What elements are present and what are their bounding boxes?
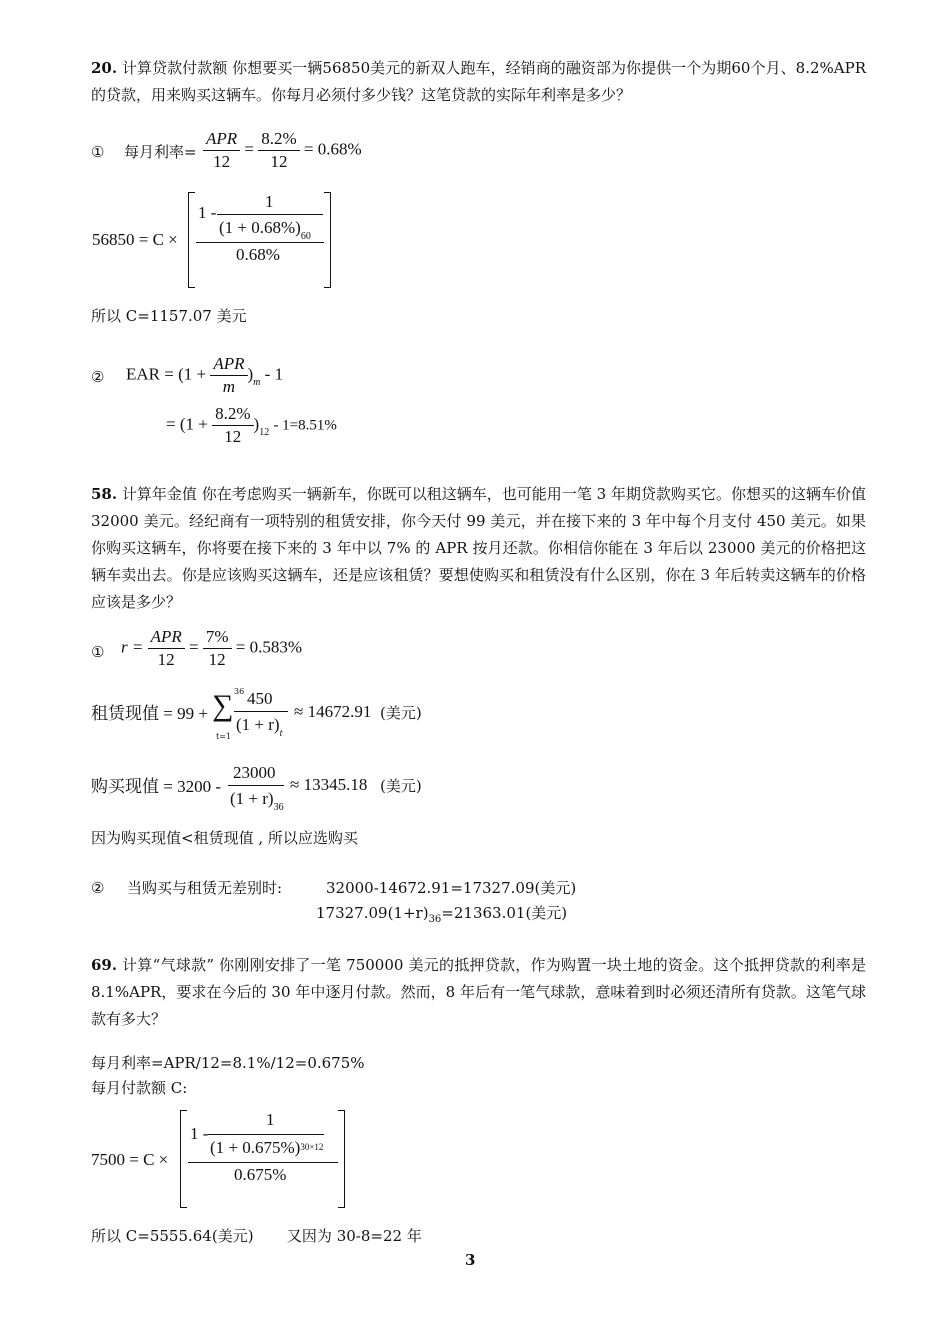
exponent-60: 60 xyxy=(300,231,311,242)
lease-result: ≈ 14672.91 xyxy=(294,702,372,721)
buy-unit: (美元) xyxy=(380,777,422,795)
lease-denominator xyxy=(236,715,283,739)
q58-number: 58. xyxy=(91,485,118,503)
s2-line2-a: 17327.09(1+r) xyxy=(316,904,429,922)
inner-numerator-one: 1 xyxy=(265,192,274,211)
sigma-top: 36 xyxy=(234,687,245,696)
monthly-rate-result: = 0.68% xyxy=(303,139,362,159)
outer-fraction-bar xyxy=(196,242,324,243)
q69-text: 计算“气球款” 你刚刚安排了一笔 750000 美元的抵押贷款，作为购置一块土地的资金。这个抵押贷款的利率是 8.1%APR，要求在今后的 30 年中逐月付款。然而，8 年后有一笔气球款，意味着到时必须还清所有贷款。这笔气球款有多大？ xyxy=(91,956,866,1028)
exponent-30x12: 30×12 xyxy=(300,1142,324,1152)
rate-numerator: 8.2% xyxy=(261,129,297,148)
q58-step2-line1: 32000-14672.91=17327.09(美元) xyxy=(326,879,577,897)
q20-step1-label: 每月利率= xyxy=(124,143,197,161)
q20-rate-formula: $\frac{\text{APR}}{12}$ = $\frac{8.2\%}{12}$ = 0.68% xyxy=(203,128,362,173)
lease-fraction-bar xyxy=(234,711,288,712)
s2-exponent-36: 36 xyxy=(428,914,442,925)
ear-result: - 1=8.51% xyxy=(273,417,337,434)
seven-over-12-fraction xyxy=(203,626,232,671)
q20-step1-marker: ① xyxy=(91,143,105,161)
inner-fraction-bar-69 xyxy=(208,1134,324,1135)
sigma-symbol: ∑ xyxy=(212,689,234,722)
rate-7-numerator: 7% xyxy=(205,627,229,646)
eq2-prefix: = (1 + xyxy=(166,414,208,434)
buy-denominator xyxy=(230,789,284,813)
page-number: 3 xyxy=(465,1251,476,1269)
twelve-denominator-58b: 12 xyxy=(203,648,232,671)
q69-annuity-lhs: 7500 = C × xyxy=(91,1150,169,1169)
lease-label: 租赁现值 = 99 + xyxy=(91,704,208,723)
buy-fraction-bar xyxy=(228,785,284,786)
one-minus: 1 - xyxy=(198,203,217,222)
lease-unit: (美元) xyxy=(380,704,422,722)
rate-numerator-2: 8.2% xyxy=(215,404,251,423)
exponent-36: 36 xyxy=(273,802,284,813)
left-bracket-69 xyxy=(180,1110,187,1208)
right-bracket xyxy=(324,192,331,288)
q58-paragraph xyxy=(91,481,866,616)
buy-label: 购买现值 = 3200 - xyxy=(91,777,221,796)
q20-step2-marker: ② xyxy=(91,368,105,386)
base-0675: (1 + 0.675%) xyxy=(210,1138,301,1157)
q69-paragraph xyxy=(91,952,866,1033)
q20-number: 20. xyxy=(91,59,118,77)
q58-rate-formula: r = $\frac{\text{APR}}{12}$ = $\frac{7\%}{12}$ = 0.583% xyxy=(121,627,303,669)
q58-text: 计算年金值 你在考虑购买一辆新车，你既可以租这辆车，也可能用一笔 3 年期贷款购买它。你想买的这辆车价值 32000 美元。经纪商有一项特别的租赁安排，你今天付 99 美元，并在接下来的 3 年中每个月支付 450 美元。如果你购买这辆车，你将要在接下来的 3 年中以 7% 的 APR 按月还款。你相信你能在 3 年后以 23000 美元的价格把这辆车卖出去。你是应该购买这辆车，还是应该租赁？要想使购买和租赁没有什么区别，你在 3 年后转卖这辆车的价格应该是多少？ xyxy=(91,485,866,611)
twelve-denominator-3: 12 xyxy=(212,425,253,448)
q69-rate-line: 每月利率=APR/12=8.1%/12=0.675% xyxy=(91,1054,365,1072)
rate-over-12-fraction xyxy=(258,128,299,173)
minus-one: - 1 xyxy=(264,364,284,384)
q58-conclusion: 因为购买现值<租赁现值 , 所以应选购买 xyxy=(91,829,358,847)
q20-paragraph xyxy=(91,55,866,109)
outer-denominator: 0.68% xyxy=(236,245,280,264)
q20-annuity-lhs xyxy=(92,231,178,248)
one-minus-69: 1 - xyxy=(190,1124,209,1143)
buy-den-1r: (1 + r) xyxy=(230,789,274,808)
buy-result: ≈ 13345.18 xyxy=(290,775,368,794)
apr-over-12-fraction xyxy=(203,128,240,173)
exponent-t: t xyxy=(279,728,283,739)
twelve-denominator-2: 12 xyxy=(258,150,299,173)
inner-denominator-69 xyxy=(210,1139,323,1156)
q69-number: 69. xyxy=(91,956,118,974)
s2-line2-b: =21363.01(美元) xyxy=(441,904,568,922)
base-068: (1 + 0.68%) xyxy=(219,218,301,237)
rate-over-12-fraction-2 xyxy=(212,403,253,448)
outer-denominator-69: 0.675% xyxy=(234,1165,287,1184)
q20-result-c: 所以 C=1157.07 美元 xyxy=(91,307,247,325)
ear-result-line: = (1 + $\frac{8.2\%}{12}$ )$_{12} - 1=8.51\%$ xyxy=(166,404,337,446)
q58-step1-marker: ① xyxy=(91,643,105,661)
sigma-bottom: t=1 xyxy=(216,732,232,741)
lease-numerator: 450 xyxy=(247,689,273,708)
q58-step2-marker: ② xyxy=(91,879,105,897)
outer-fraction-bar-69 xyxy=(188,1162,338,1163)
q58-step2-label: 当购买与租赁无差别时: xyxy=(127,879,283,897)
q69-result: 所以 C=5555.64(美元) 又因为 30-8=22 年 xyxy=(91,1227,422,1245)
apr-over-m-fraction xyxy=(210,353,247,398)
lease-den-1r: (1 + r) xyxy=(236,715,280,734)
r-lhs: r = xyxy=(121,637,144,657)
buy-numerator: 23000 xyxy=(233,763,276,782)
apr-numerator: APR xyxy=(206,129,238,148)
inner-numerator-one-69: 1 xyxy=(266,1110,275,1129)
q58-step2-line2 xyxy=(316,904,568,925)
exponent-12: 12 xyxy=(259,427,270,439)
m-denominator: m xyxy=(210,375,247,398)
apr-numerator-58: APR xyxy=(150,627,182,646)
twelve-denominator-58: 12 xyxy=(148,648,185,671)
left-bracket xyxy=(188,192,195,288)
q20-text: 计算贷款付款额 你想要买一辆56850美元的新双人跑车，经销商的融资部为你提供一个为期60个月、8.2%APR 的贷款，用来购买这辆车。你每月必须付多少钱？这笔贷款的实际年利率是多少？ xyxy=(91,59,866,104)
ear-formula: EAR = (1 + $\frac{\text{APR}}{m}$ )$_m - 1$ xyxy=(126,354,284,396)
lhs-56850: 56850 = C × xyxy=(92,230,178,249)
apr-over-12-fraction-58 xyxy=(148,626,185,671)
twelve-denominator: 12 xyxy=(203,150,240,173)
exponent-m: m xyxy=(253,377,261,389)
apr-numerator-2: APR xyxy=(213,354,245,373)
r-result: = 0.583% xyxy=(235,637,303,657)
ear-lhs: EAR = (1 + xyxy=(126,364,207,384)
inner-denominator xyxy=(219,218,311,242)
inner-fraction-bar xyxy=(217,214,323,215)
right-bracket-69 xyxy=(338,1110,345,1208)
q69-pay-line: 每月付款额 C: xyxy=(91,1079,188,1097)
